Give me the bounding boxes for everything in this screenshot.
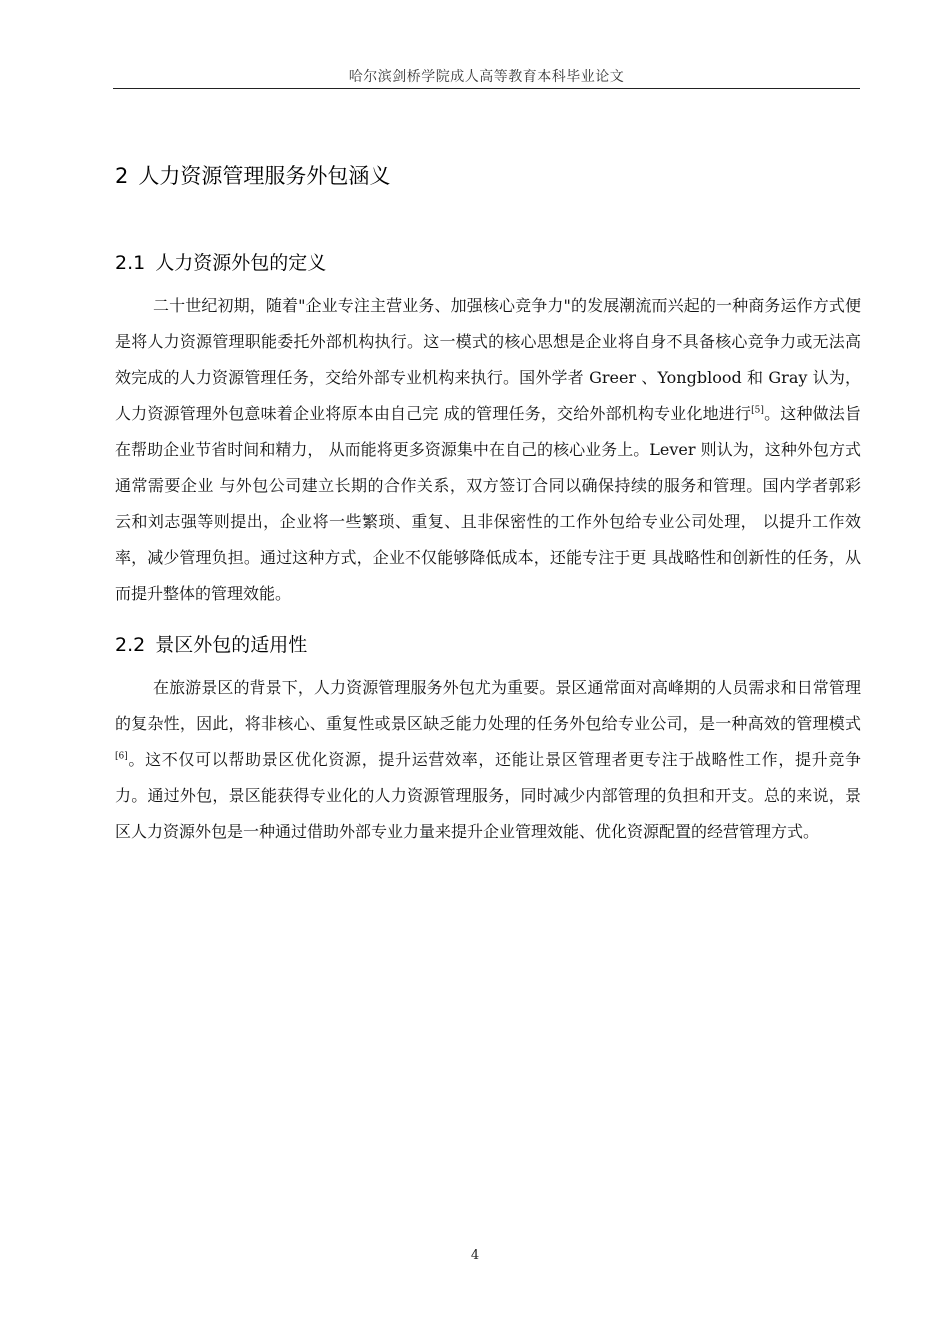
section-title-text: 景区外包的适用性: [155, 634, 308, 656]
header-divider: [113, 88, 860, 89]
section-title-2-2: [115, 630, 307, 657]
section-number: 2.2: [115, 634, 146, 656]
citation-ref: [6]: [115, 751, 128, 762]
paragraph-text: 。这种做法旨在帮助企业节省时间和精力， 从而能将更多资源集中在自己的核心业务上。Lever 则认为，这种外包方式通常需要企业 与外包公司建立长期的合作关系，双方签订合同以确保持续的服务和管理。国内学者郭彩 云和刘志强等则提出，企业将一些繁琐、重复、且非保密性的工作外包给专业公司处理， 以提升工作效率，减少管理负担。通过这种方式，企业不仅能够降低成本，还能专注于更 具战略性和创新性的任务，从而提升整体的管理效能。: [115, 404, 861, 603]
section-title-2-1: [115, 248, 326, 275]
citation-ref: [5]: [751, 405, 764, 416]
section-number: 2.1: [115, 252, 146, 274]
body-paragraph-2-1: [115, 288, 861, 612]
running-header: 哈尔滨剑桥学院成人高等教育本科毕业论文: [348, 69, 625, 85]
chapter-title-text: 人力资源管理服务外包涵义: [138, 164, 391, 188]
chapter-number: 2: [115, 164, 129, 188]
body-paragraph-2-2: [115, 670, 861, 850]
paragraph-text: 在旅游景区的背景下，人力资源管理服务外包尤为重要。景区通常面对高峰期的人员需求和日常管理的复杂性，因此，将非核心、重复性或景区缺乏能力处理的任务外包给专业公司，是一种高效的管理模式: [115, 678, 861, 733]
paragraph-text: 。这不仅可以帮助景区优化资源，提升运营效率，还能让景区管理者更专注于战略性工作，提升竞争力。通过外包，景区能获得专业化的人力资源管理服务，同时减少内部管理的负担和开支。总的来说，景区人力资源外包是一种通过借助外部专业力量来提升企业管理效能、优化资源配置的经营管理方式。: [115, 750, 861, 841]
section-title-text: 人力资源外包的定义: [155, 252, 327, 274]
paragraph-text: 二十世纪初期，随着"企业专注主营业务、加强核心竞争力"的发展潮流而兴起的一种商务运作方式便是将人力资源管理职能委托外部机构执行。这一模式的核心思想是企业将自身不具备核心竞争力或无法高效完成的人力资源管理任务，交给外部专业机构来执行。国外学者 Greer 、Yongblood 和 Gray 认为，人力资源管理外包意味着企业将原本由自己完 成的管理任务，交给外部机构专业化地进行: [115, 296, 861, 423]
chapter-title: [115, 160, 390, 190]
page-number: 4: [470, 1248, 480, 1263]
